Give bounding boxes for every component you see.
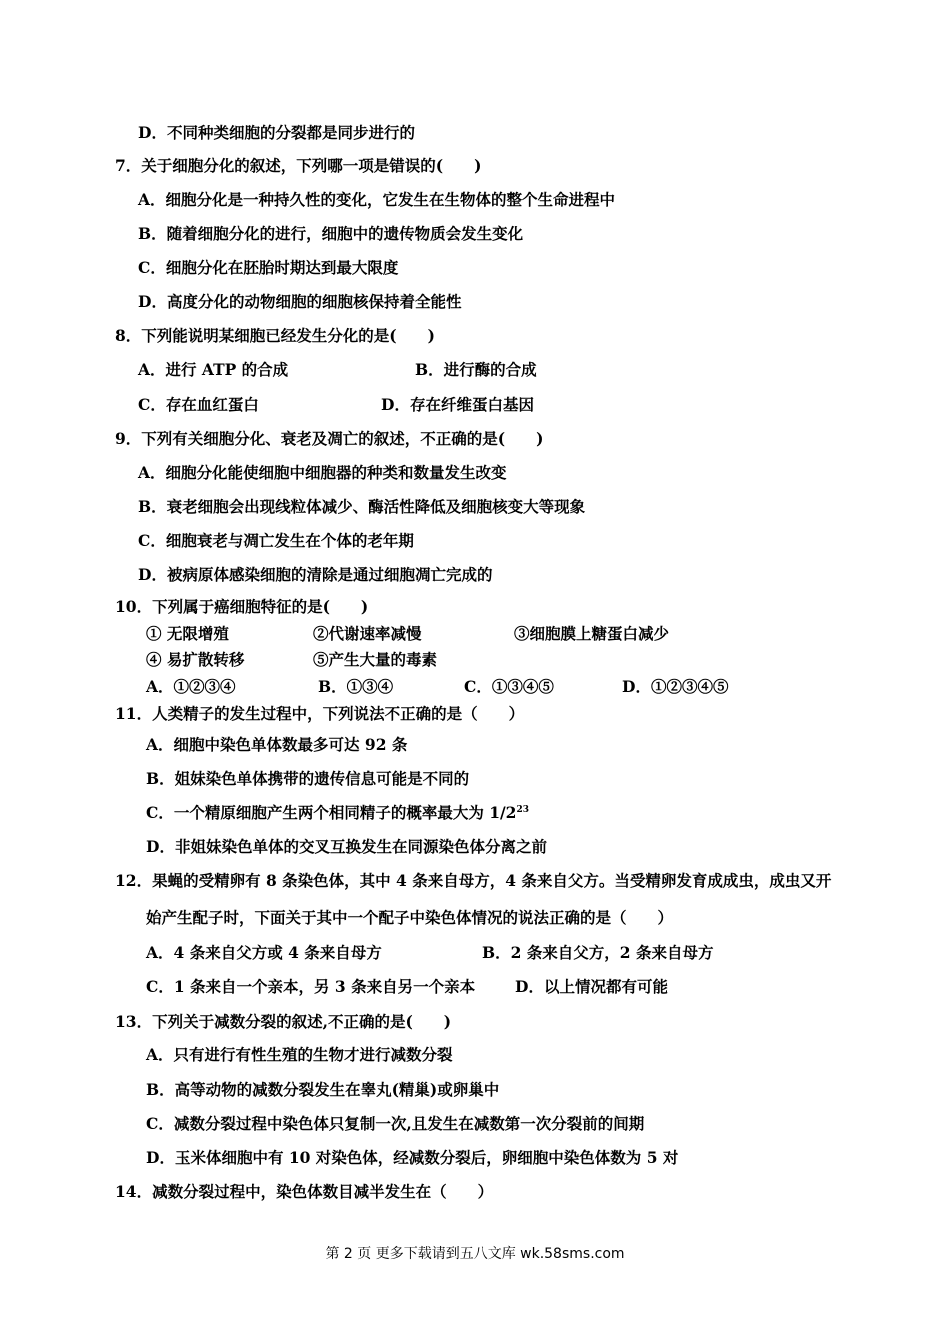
q10-option-c: C．①③④⑤ bbox=[464, 677, 554, 696]
q10-item-5: ⑤产生大量的毒素 bbox=[313, 650, 438, 669]
q10-item-1: ① 无限增殖 bbox=[146, 624, 229, 643]
q11-stem: 11．人类精子的发生过程中，下列说法不正确的是（ ） bbox=[115, 704, 525, 723]
q12-stem-line2: 始产生配子时，下面关于其中一个配子中染色体情况的说法正确的是（ ） bbox=[146, 908, 674, 927]
q9-option-b: B．衰老细胞会出现线粒体减少、酶活性降低及细胞核变大等现象 bbox=[138, 497, 586, 516]
q12-option-b: B．2 条来自父方，2 条来自母方 bbox=[482, 943, 714, 962]
q13-option-a: A．只有进行有性生殖的生物才进行减数分裂 bbox=[146, 1045, 453, 1064]
q8-option-b: B．进行酶的合成 bbox=[415, 360, 537, 379]
q9-stem: 9．下列有关细胞分化、衰老及凋亡的叙述，不正确的是( ) bbox=[115, 429, 544, 448]
q12-option-c: C．1 条来自一个亲本，另 3 条来自另一个亲本 bbox=[146, 977, 476, 996]
q8-option-c: C．存在血红蛋白 bbox=[138, 395, 259, 414]
q7-option-c: C．细胞分化在胚胎时期达到最大限度 bbox=[138, 258, 399, 277]
q10-option-b: B．①③④ bbox=[318, 677, 394, 696]
q10-option-d: D．①②③④⑤ bbox=[622, 677, 729, 696]
q10-stem: 10．下列属于癌细胞特征的是( ) bbox=[115, 597, 369, 616]
q7-stem: 7．关于细胞分化的叙述，下列哪一项是错误的( ) bbox=[115, 156, 482, 175]
q12-stem-line1: 12．果蝇的受精卵有 8 条染色体，其中 4 条来自母方，4 条来自父方。当受精卵发育成成虫，成虫又开 bbox=[115, 871, 832, 890]
q12-option-d: D．以上情况都有可能 bbox=[515, 977, 668, 996]
q11-option-b: B．姐妹染色单体携带的遗传信息可能是不同的 bbox=[146, 769, 470, 788]
q12-option-a: A．4 条来自父方或 4 条来自母方 bbox=[146, 943, 382, 962]
q14-stem: 14．减数分裂过程中，染色体数目减半发生在（ ） bbox=[115, 1182, 494, 1201]
q13-stem: 13．下列关于减数分裂的叙述,不正确的是( ) bbox=[115, 1012, 452, 1031]
q10-item-2: ②代谢速率减慢 bbox=[313, 624, 422, 643]
q13-option-c: C．减数分裂过程中染色体只复制一次,且发生在减数第一次分裂前的间期 bbox=[146, 1114, 645, 1133]
q10-item-3: ③细胞膜上糖蛋白减少 bbox=[514, 624, 670, 643]
q11-option-d: D．非姐妹染色单体的交叉互换发生在同源染色体分离之前 bbox=[146, 837, 547, 856]
q11-option-c: C．一个精原细胞产生两个相同精子的概率最大为 $1/2^{23}$ bbox=[146, 803, 529, 822]
q8-option-d: D．存在纤维蛋白基因 bbox=[381, 395, 534, 414]
q10-option-a: A．①②③④ bbox=[146, 677, 236, 696]
q9-option-d: D．被病原体感染细胞的清除是通过细胞凋亡完成的 bbox=[138, 565, 493, 584]
q7-option-d: D．高度分化的动物细胞的细胞核保持着全能性 bbox=[138, 292, 462, 311]
q9-option-c: C．细胞衰老与凋亡发生在个体的老年期 bbox=[138, 531, 414, 550]
q7-option-b: B．随着细胞分化的进行，细胞中的遗传物质会发生变化 bbox=[138, 224, 524, 243]
page-footer: 第 2 页 更多下载请到五八文库 wk.58sms.com bbox=[325, 1246, 625, 1262]
q9-option-a: A．细胞分化能使细胞中细胞器的种类和数量发生改变 bbox=[138, 463, 507, 482]
q7-option-a: A．细胞分化是一种持久性的变化，它发生在生物体的整个生命进程中 bbox=[138, 190, 616, 209]
q13-option-d: D．玉米体细胞中有 10 对染色体，经减数分裂后，卵细胞中染色体数为 5 对 bbox=[146, 1148, 679, 1167]
q11-option-a: A．细胞中染色单体数最多可达 92 条 bbox=[146, 735, 408, 754]
q13-option-b: B．高等动物的减数分裂发生在睾丸(精巢)或卵巢中 bbox=[146, 1080, 500, 1099]
q8-option-a: A．进行 ATP 的合成 bbox=[138, 360, 289, 379]
q10-item-4: ④ 易扩散转移 bbox=[146, 650, 245, 669]
q6-option-d: D．不同种类细胞的分裂都是同步进行的 bbox=[138, 123, 415, 142]
exponent: 23 bbox=[516, 804, 529, 815]
q8-stem: 8．下列能说明某细胞已经发生分化的是( ) bbox=[115, 326, 435, 345]
